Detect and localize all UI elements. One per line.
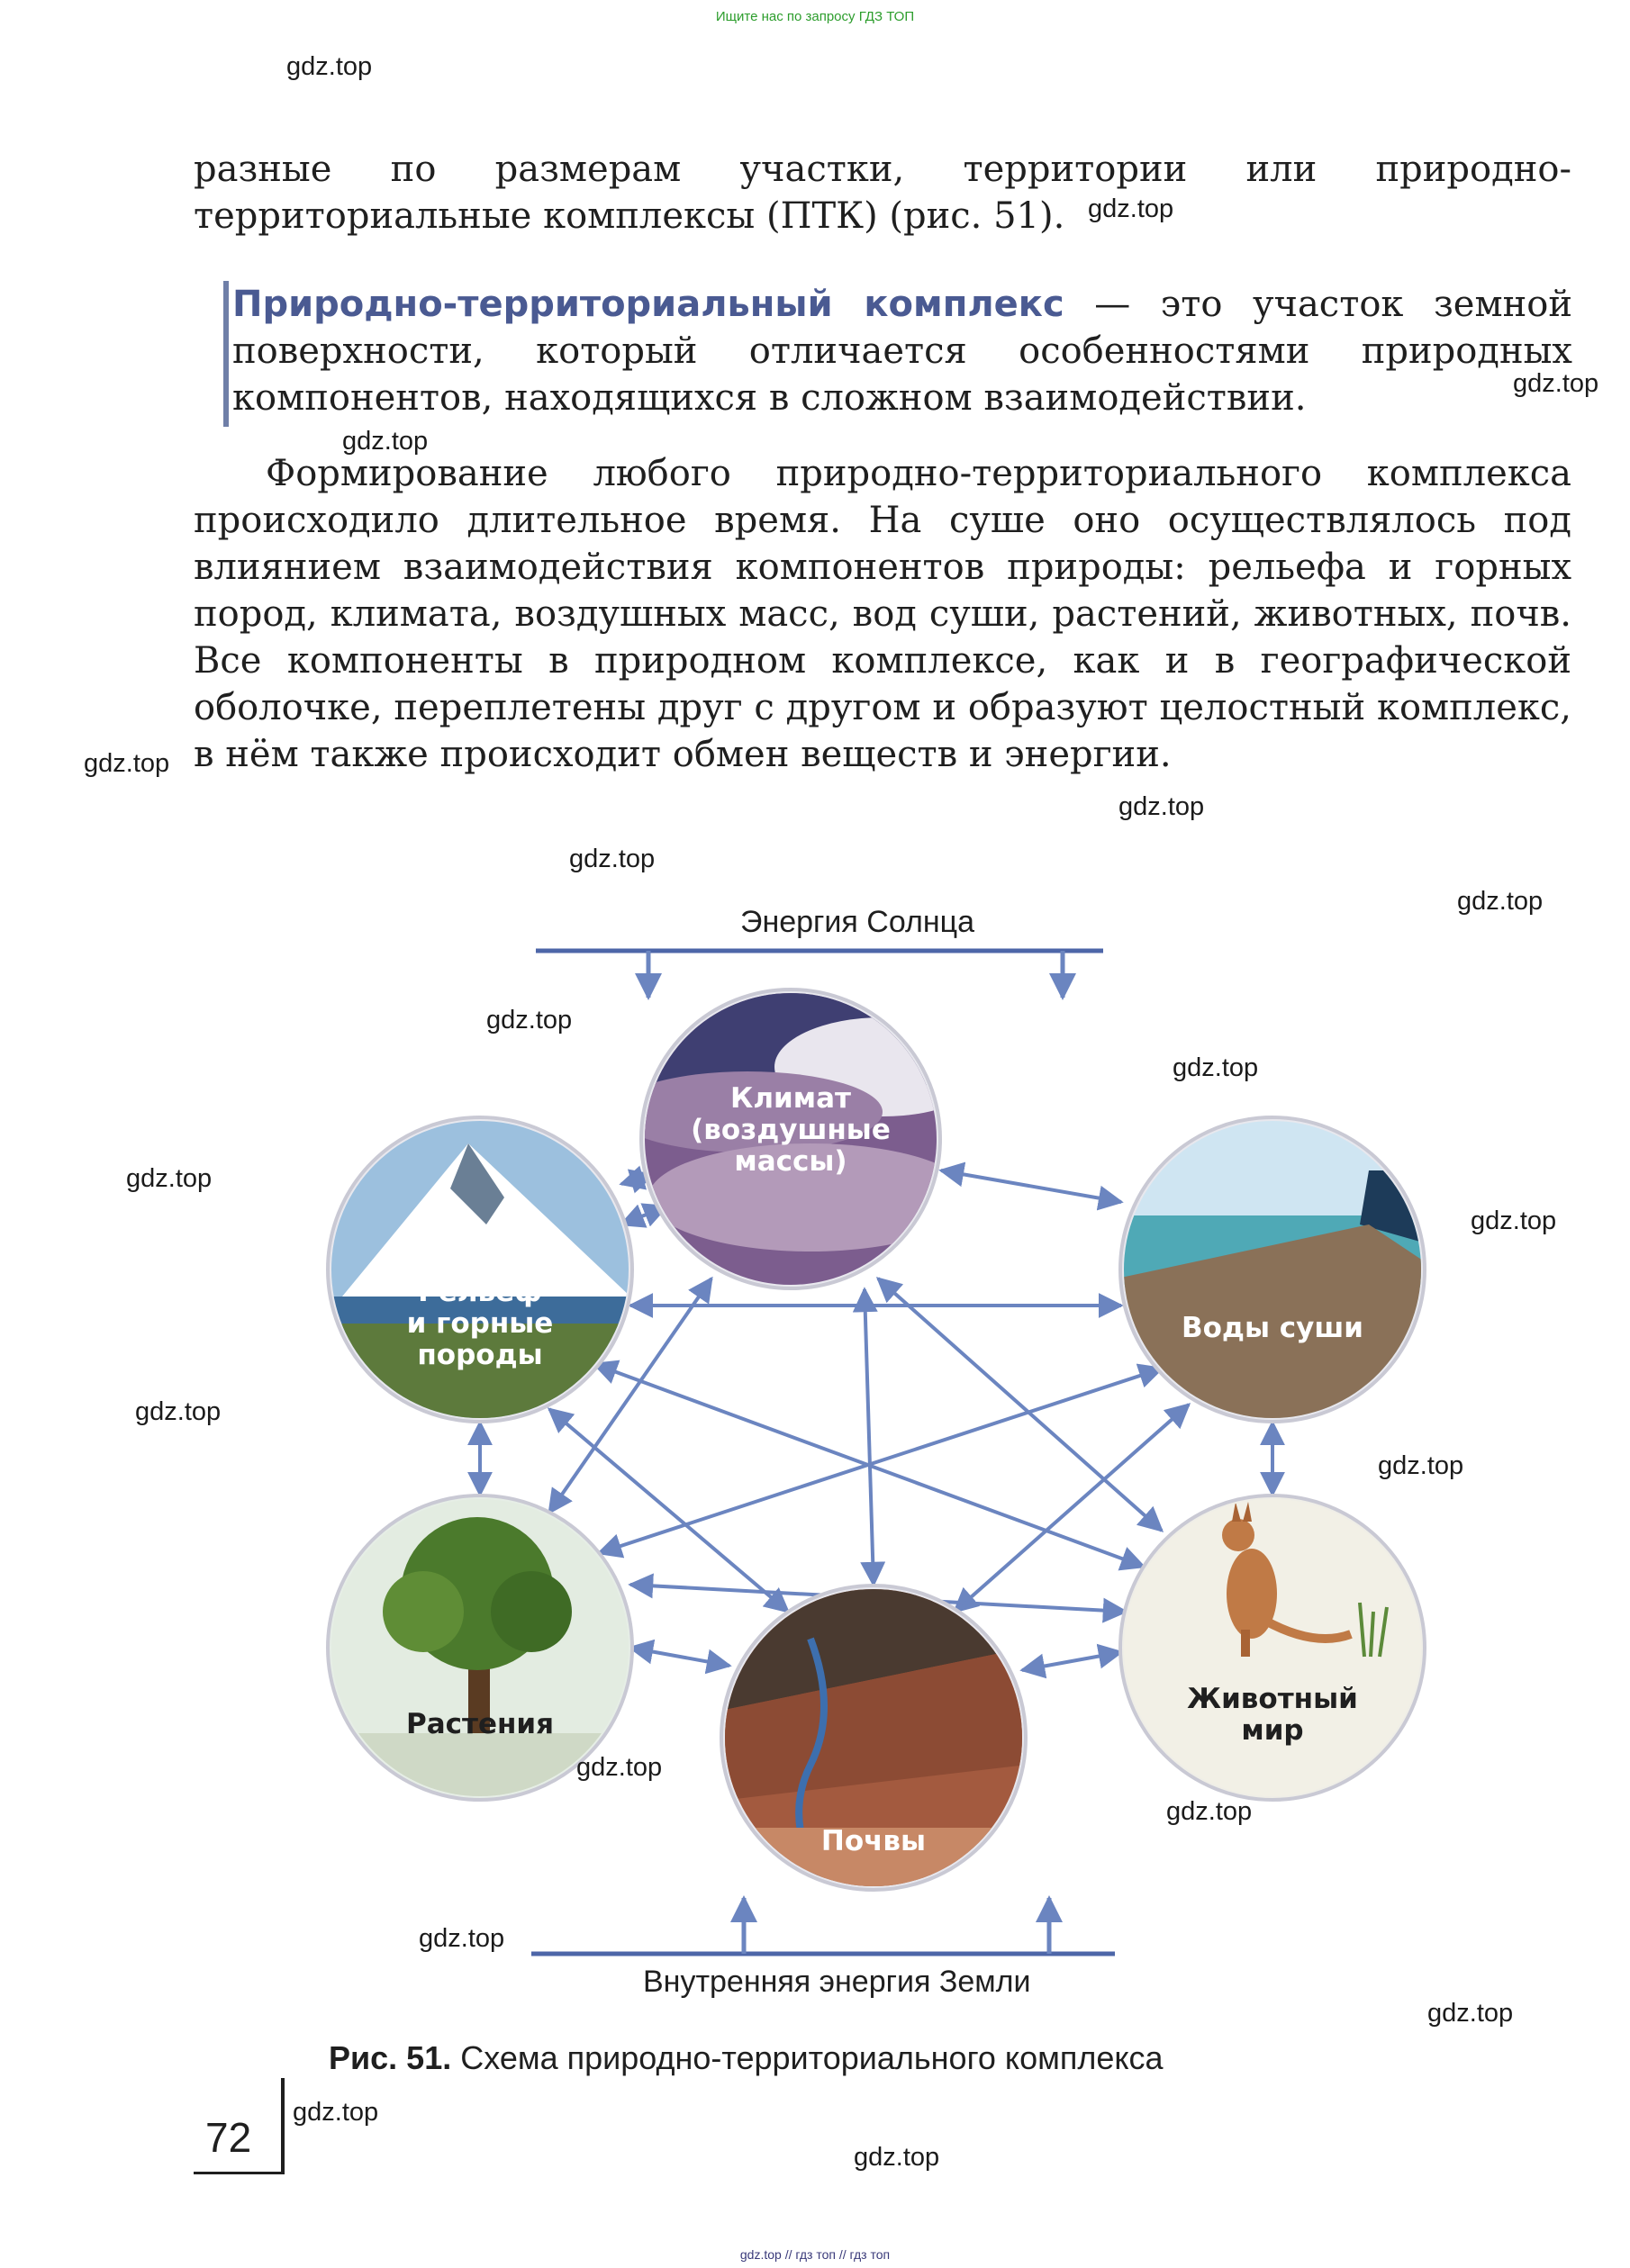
- watermark: gdz.top: [1471, 1206, 1557, 1235]
- soils-label: Почвы: [820, 1825, 927, 1857]
- climate-label-line2: (воздушные: [691, 1114, 891, 1146]
- animals-label-line1: Животный: [1187, 1683, 1358, 1715]
- watermark: gdz.top: [854, 2143, 940, 2172]
- arrow-climate-soils: [865, 1289, 874, 1585]
- animals-label-line2: мир: [1241, 1714, 1304, 1747]
- climate-label-line3: массы): [734, 1145, 847, 1178]
- watermark: gdz.top: [1427, 1999, 1514, 2028]
- arrow-plants-soils: [630, 1648, 729, 1666]
- watermark: gdz.top: [1513, 369, 1599, 398]
- earth-energy-label: Внутренняя энергия Земли: [643, 1965, 1031, 1999]
- waters-node: [1117, 1116, 1432, 1432]
- solar-energy-label: Энергия Солнца: [740, 905, 974, 939]
- animals-node: [1117, 1495, 1432, 1801]
- page-number-rule-vertical: [281, 2078, 285, 2173]
- figure-caption: [329, 2039, 1164, 2077]
- paragraph-formation: Формирование любого природно-территориального комплекса происходило длительное время. На суше оно осуществлялось под влиянием взаимодействия компонентов природы: рельефа и горных пород, климата, воздушных масс, вод суши, растений, животных, почв. Все компоненты в природном комплексе, как и в географической оболочке, переплетены друг с другом и образуют целостный комплекс, в нём также происходит обмен веществ и энергии.: [194, 453, 1571, 775]
- top-banner: Ищите нас по запросу ГДЗ ТОП: [715, 9, 915, 24]
- watermark: gdz.top: [1457, 887, 1544, 916]
- relief-label-line2: и горные: [406, 1307, 554, 1340]
- soils-node: [720, 1585, 1027, 1891]
- arrow-climate-animals: [878, 1279, 1162, 1531]
- watermark: gdz.top: [1118, 792, 1205, 821]
- climate-label-line1: Климат: [730, 1082, 851, 1115]
- relief-label-line3: породы: [417, 1339, 543, 1371]
- watermark: gdz.top: [84, 749, 170, 778]
- watermark: gdz.top: [569, 845, 656, 873]
- paragraph-intro: разные по размерам участки, территории или природно-территориальные комплексы (ПТК) (рис. 51).: [194, 149, 1571, 237]
- watermark: gdz.top: [126, 1164, 213, 1193]
- solar-energy-input: [536, 905, 1103, 998]
- relief-node: [324, 1116, 639, 1432]
- watermark: gdz.top: [1378, 1451, 1464, 1480]
- waters-label: Воды суши: [1181, 1312, 1364, 1344]
- figure-caption-text: Схема природно-территориального комплекса: [451, 2039, 1164, 2076]
- watermark: gdz.top: [342, 427, 429, 456]
- watermark: gdz.top: [486, 1006, 573, 1035]
- arrow-soils-animals: [1022, 1652, 1121, 1670]
- arrow-climate-waters: [941, 1170, 1121, 1202]
- watermark: gdz.top: [135, 1397, 222, 1426]
- watermark: gdz.top: [293, 2098, 379, 2127]
- watermark: gdz.top: [1088, 194, 1174, 223]
- watermark: gdz.top: [419, 1924, 505, 1953]
- page-number-rule-horizontal: [194, 2172, 285, 2174]
- earth-energy-input: [531, 1898, 1115, 1999]
- page-number: 72: [205, 2114, 252, 2161]
- watermark: gdz.top: [1166, 1797, 1253, 1826]
- bottom-banner: gdz.top // гдз топ // гдз топ: [739, 2247, 891, 2262]
- watermark: gdz.top: [576, 1753, 663, 1782]
- plants-label: Растения: [405, 1708, 555, 1740]
- watermark: gdz.top: [1173, 1053, 1259, 1082]
- definition-text: — это участок земной поверхности, который отличается особенностями природных компонентов, находящихся в сложном взаимодействии.: [232, 284, 1572, 419]
- figure-number: Рис. 51.: [329, 2039, 452, 2076]
- watermark: gdz.top: [286, 52, 373, 81]
- relief-label-line1: Рельеф: [418, 1276, 542, 1308]
- climate-node: [612, 986, 991, 1292]
- definition-term: Природно-территориальный комплекс: [232, 284, 1064, 325]
